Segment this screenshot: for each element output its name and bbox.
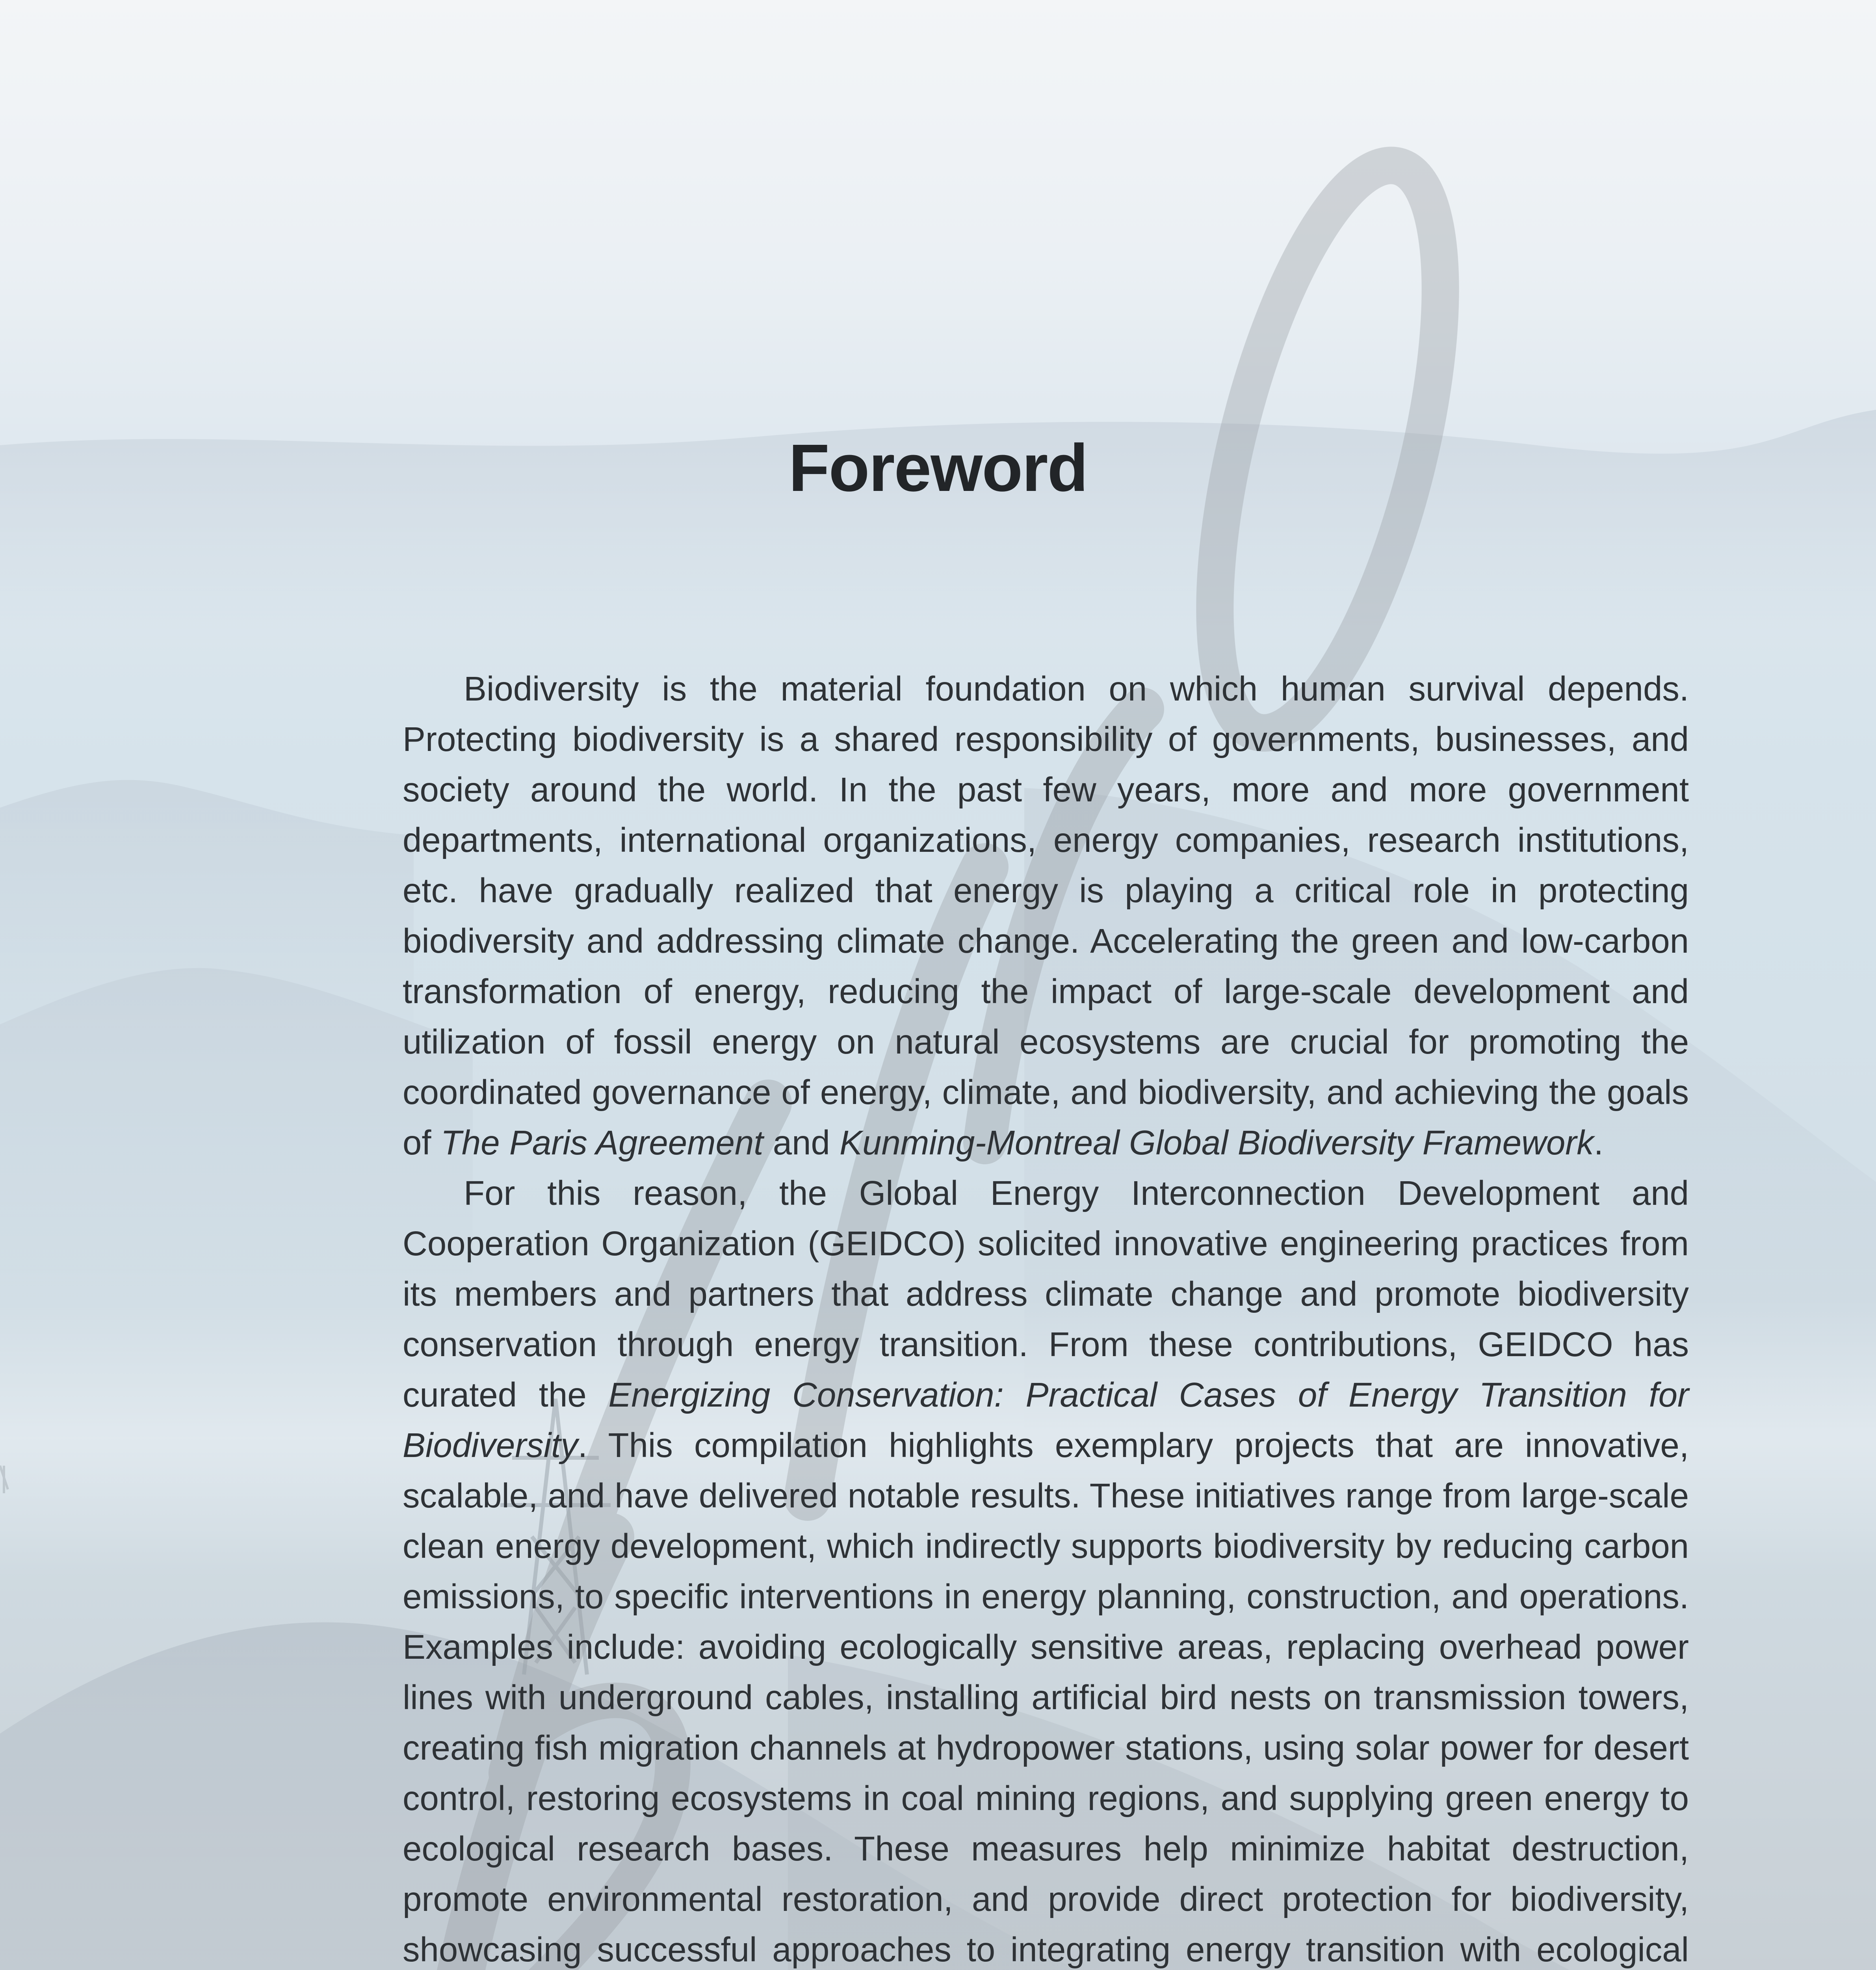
paragraph-1-text-a: Biodiversity is the material foundation on which human survival depends. Protecting biodiversity is a shared responsibility of governments, businesses, and society around the world. In the past few years, more and more government departments, international organizations, energy companies, research institutions, etc. have gradually realized that energy is playing a critical role in protecting biodiversity and addressing climate change. Accelerating the green and low-carbon transformation of energy, reducing the impact of large-scale development and utilization of fossil energy on natural ecosystems are crucial for promoting the coordinated governance of energy, climate, and biodiversity, and achieving the goals of (403, 670, 1689, 1162)
paragraph-2-text-b: . This compilation highlights exemplary projects that are innovative, scalable, and have delivered notable results. These initiatives range from large-scale clean energy development, which indirectly supports biodiversity by reducing carbon emissions, to specific interventions in energy planning, construction, and operations. Examples include: avoiding ecologically sensitive areas, replacing overhead power lines with underground cables, installing artificial bird nests on transmission towers, creating fish migration channels at hydropower stations, using solar power for desert control, restoring ecosystems in coal mining regions, and supplying green energy to ecological research bases. These measures help minimize habitat destruction, promote environmental restoration, and provide direct protection for biodiversity, showcasing successful approaches to integrating energy transition with ecological (403, 1426, 1689, 1969)
foreword-body (403, 664, 1689, 1970)
paragraph-1 (403, 664, 1689, 1168)
paris-agreement-title: The Paris Agreement (440, 1124, 763, 1162)
kunming-montreal-framework-title: Kunming-Montreal Global Biodiversity Framework (840, 1124, 1594, 1162)
page-title: Foreword (788, 431, 1088, 506)
report-title: Energizing Conservation: Practical Cases of Energy Transition for Biodiversity (403, 1376, 1689, 1464)
paragraph-2-text-a: For this reason, the Global Energy Interconnection Development and Cooperation Organization (GEIDCO) solicited innovative engineering practices from its members and partners that address climate change and promote biodiversity conservation through energy transition. From these contributions, GEIDCO has curated the (403, 1174, 1689, 1414)
paragraph-1-text-c: . (1594, 1124, 1603, 1162)
paragraph-1-text-b: and (763, 1124, 840, 1162)
paragraph-2 (403, 1168, 1689, 1970)
